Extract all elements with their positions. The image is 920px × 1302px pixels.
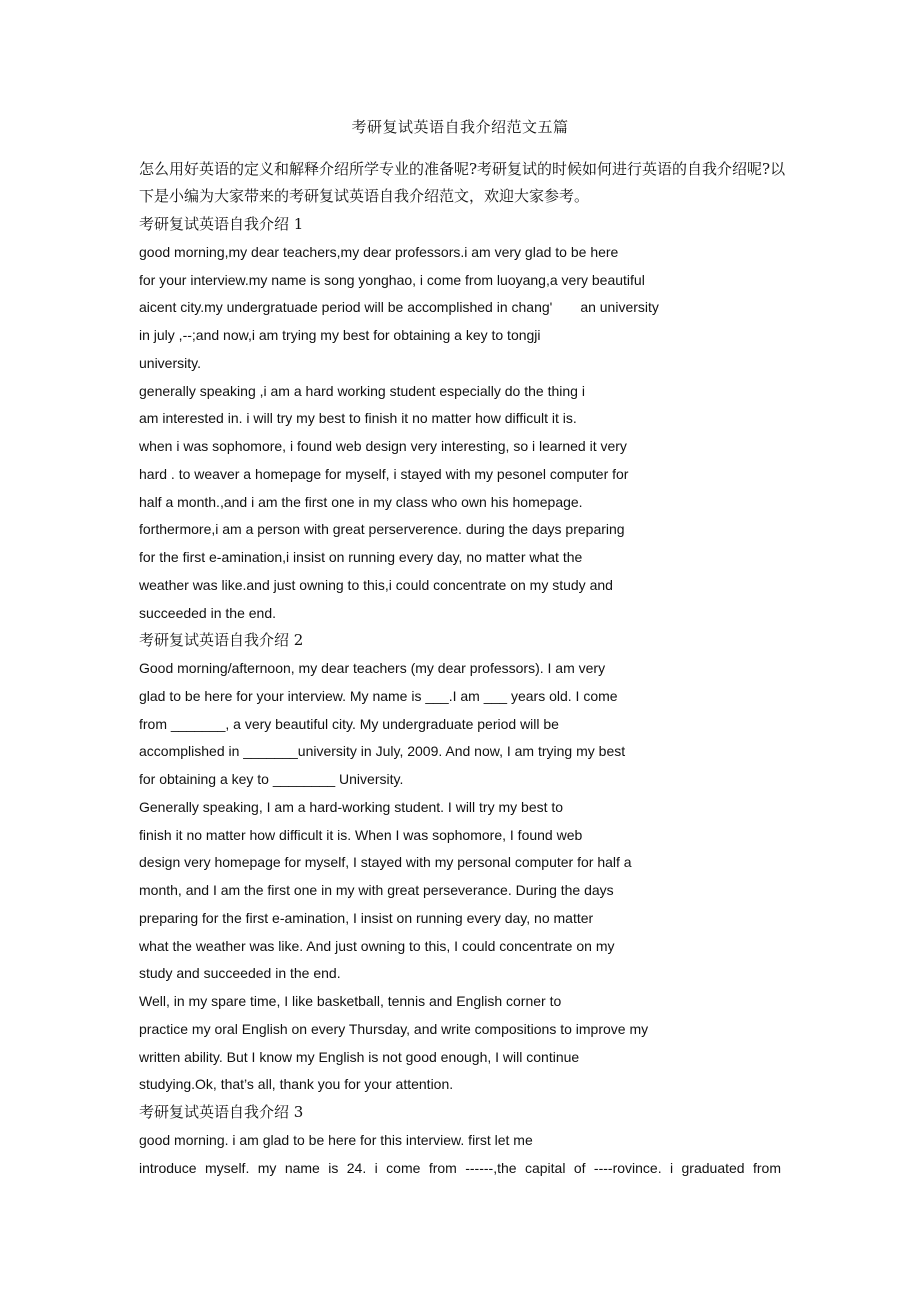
text-line [139,576,613,594]
text-line [139,826,582,844]
text-line [139,409,577,427]
text-line [139,548,582,566]
line-text: forthermore,i am a person with great perserverence. during the days preparing [139,521,625,538]
line-text: good morning,my dear teachers,my dear professors.i am very glad to be here [139,243,619,260]
text-line [139,964,341,982]
text-line [139,298,659,316]
line-text: Well, in my spare time, I like basketball, tennis and English corner to [139,993,562,1009]
text-line [139,326,541,344]
line-text: in july ,--;and now,i am trying my best for obtaining a key to tongji [139,327,541,343]
line-text: aicent city.my undergratuade period will be accomplished in chang' [139,299,553,316]
line-text: from _______, a very beautiful city. My undergraduate period will be [139,715,559,732]
line-text: for obtaining a key to ________ University. [139,771,404,787]
text-line [139,1020,648,1038]
line-text: succeeded in the end. [139,604,276,621]
text-line [139,382,585,400]
text-line [139,909,593,927]
line-text: accomplished in _______university in July, 2009. And now, I am trying my best [139,743,626,760]
text-line [139,354,201,372]
line-text: study and succeeded in the end. [139,965,341,982]
section-heading [139,1103,303,1121]
line-text: weather was like.and just owning to this,i could concentrate on my study and [139,576,613,593]
line-text: written ability. But I know my English is not good enough, I will continue [139,1048,580,1065]
line-tail-text: an university [580,299,659,316]
line-text: Good morning/afternoon, my dear teachers (my dear professors). I am very [139,660,606,676]
text-line [139,881,614,899]
text-line [139,1159,781,1177]
line-text: 考研复试英语自我介绍 1 [139,215,304,233]
text-line [139,243,618,261]
text-line [139,604,276,622]
text-line [139,853,632,871]
line-text: glad to be here for your interview. My name is ___.I am ___ years old. I come [139,687,618,704]
line-text: studying.Ok, that’s all, thank you for your attention. [139,1076,454,1093]
line-text: practice my oral English on every Thursday, and write compositions to improve my [139,1020,649,1037]
text-line [139,937,614,955]
line-text: design very homepage for myself, I stayed with my personal computer for half a [139,854,632,871]
text-line [139,437,627,455]
line-text: preparing for the first e-amination, I insist on running every day, no matter [139,909,594,926]
text-line [139,742,625,760]
section-heading [139,631,303,649]
line-text: what the weather was like. And just owning to this, I could concentrate on my [139,937,615,954]
text-line [139,1131,533,1149]
text-line [139,798,563,816]
text-line [139,520,625,538]
line-text: hard . to weaver a homepage for myself, i stayed with my pesonel computer for [139,465,629,482]
text-line [139,493,583,511]
line-text: good morning. i am glad to be here for this interview. first let me [139,1131,533,1148]
text-line [139,465,628,483]
line-text: 考研复试英语自我介绍 2 [139,631,304,650]
line-text: university. [139,354,201,371]
text-line [139,715,559,733]
line-text: finish it no matter how difficult it is. When I was sophomore, I found web [139,826,583,843]
text-line [139,687,618,705]
section-heading [139,215,303,233]
line-text: for your interview.my name is song yonghao, i come from luoyang,a very beautiful [139,271,645,288]
text-line [139,770,403,788]
text-line [139,271,645,289]
line-text: am interested in. i will try my best to finish it no matter how difficult it is. [139,410,577,427]
line-text: half a month.,and i am the first one in my class who own his homepage. [139,493,583,510]
document-title: 考研复试英语自我介绍范文五篇 [351,118,569,136]
line-text: Generally speaking, I am a hard-working student. I will try my best to [139,798,564,815]
line-text: generally speaking ,i am a hard working student especially do the thing i [139,382,585,399]
line-text: introduce myself. my name is 24. i come from ------,the capital of ----rovince. i graduated from [139,1159,781,1176]
text-line [139,1048,579,1066]
line-text: 考研复试英语自我介绍 3 [139,1103,304,1121]
text-line [139,992,561,1010]
text-line [139,659,605,677]
line-text: month, and I am the first one in my with great perseverance. During the days [139,882,614,898]
text-line [139,1075,453,1093]
line-text: when i was sophomore, i found web design very interesting, so i learned it very [139,438,627,454]
intro-paragraph: 怎么用好英语的定义和解释介绍所学专业的准备呢?考研复试的时候如何进行英语的自我介绍呢?以下是小编为大家带来的考研复试英语自我介绍范文，欢迎大家参考。 [139,160,786,205]
line-text: for the first e-amination,i insist on running every day, no matter what the [139,549,583,565]
